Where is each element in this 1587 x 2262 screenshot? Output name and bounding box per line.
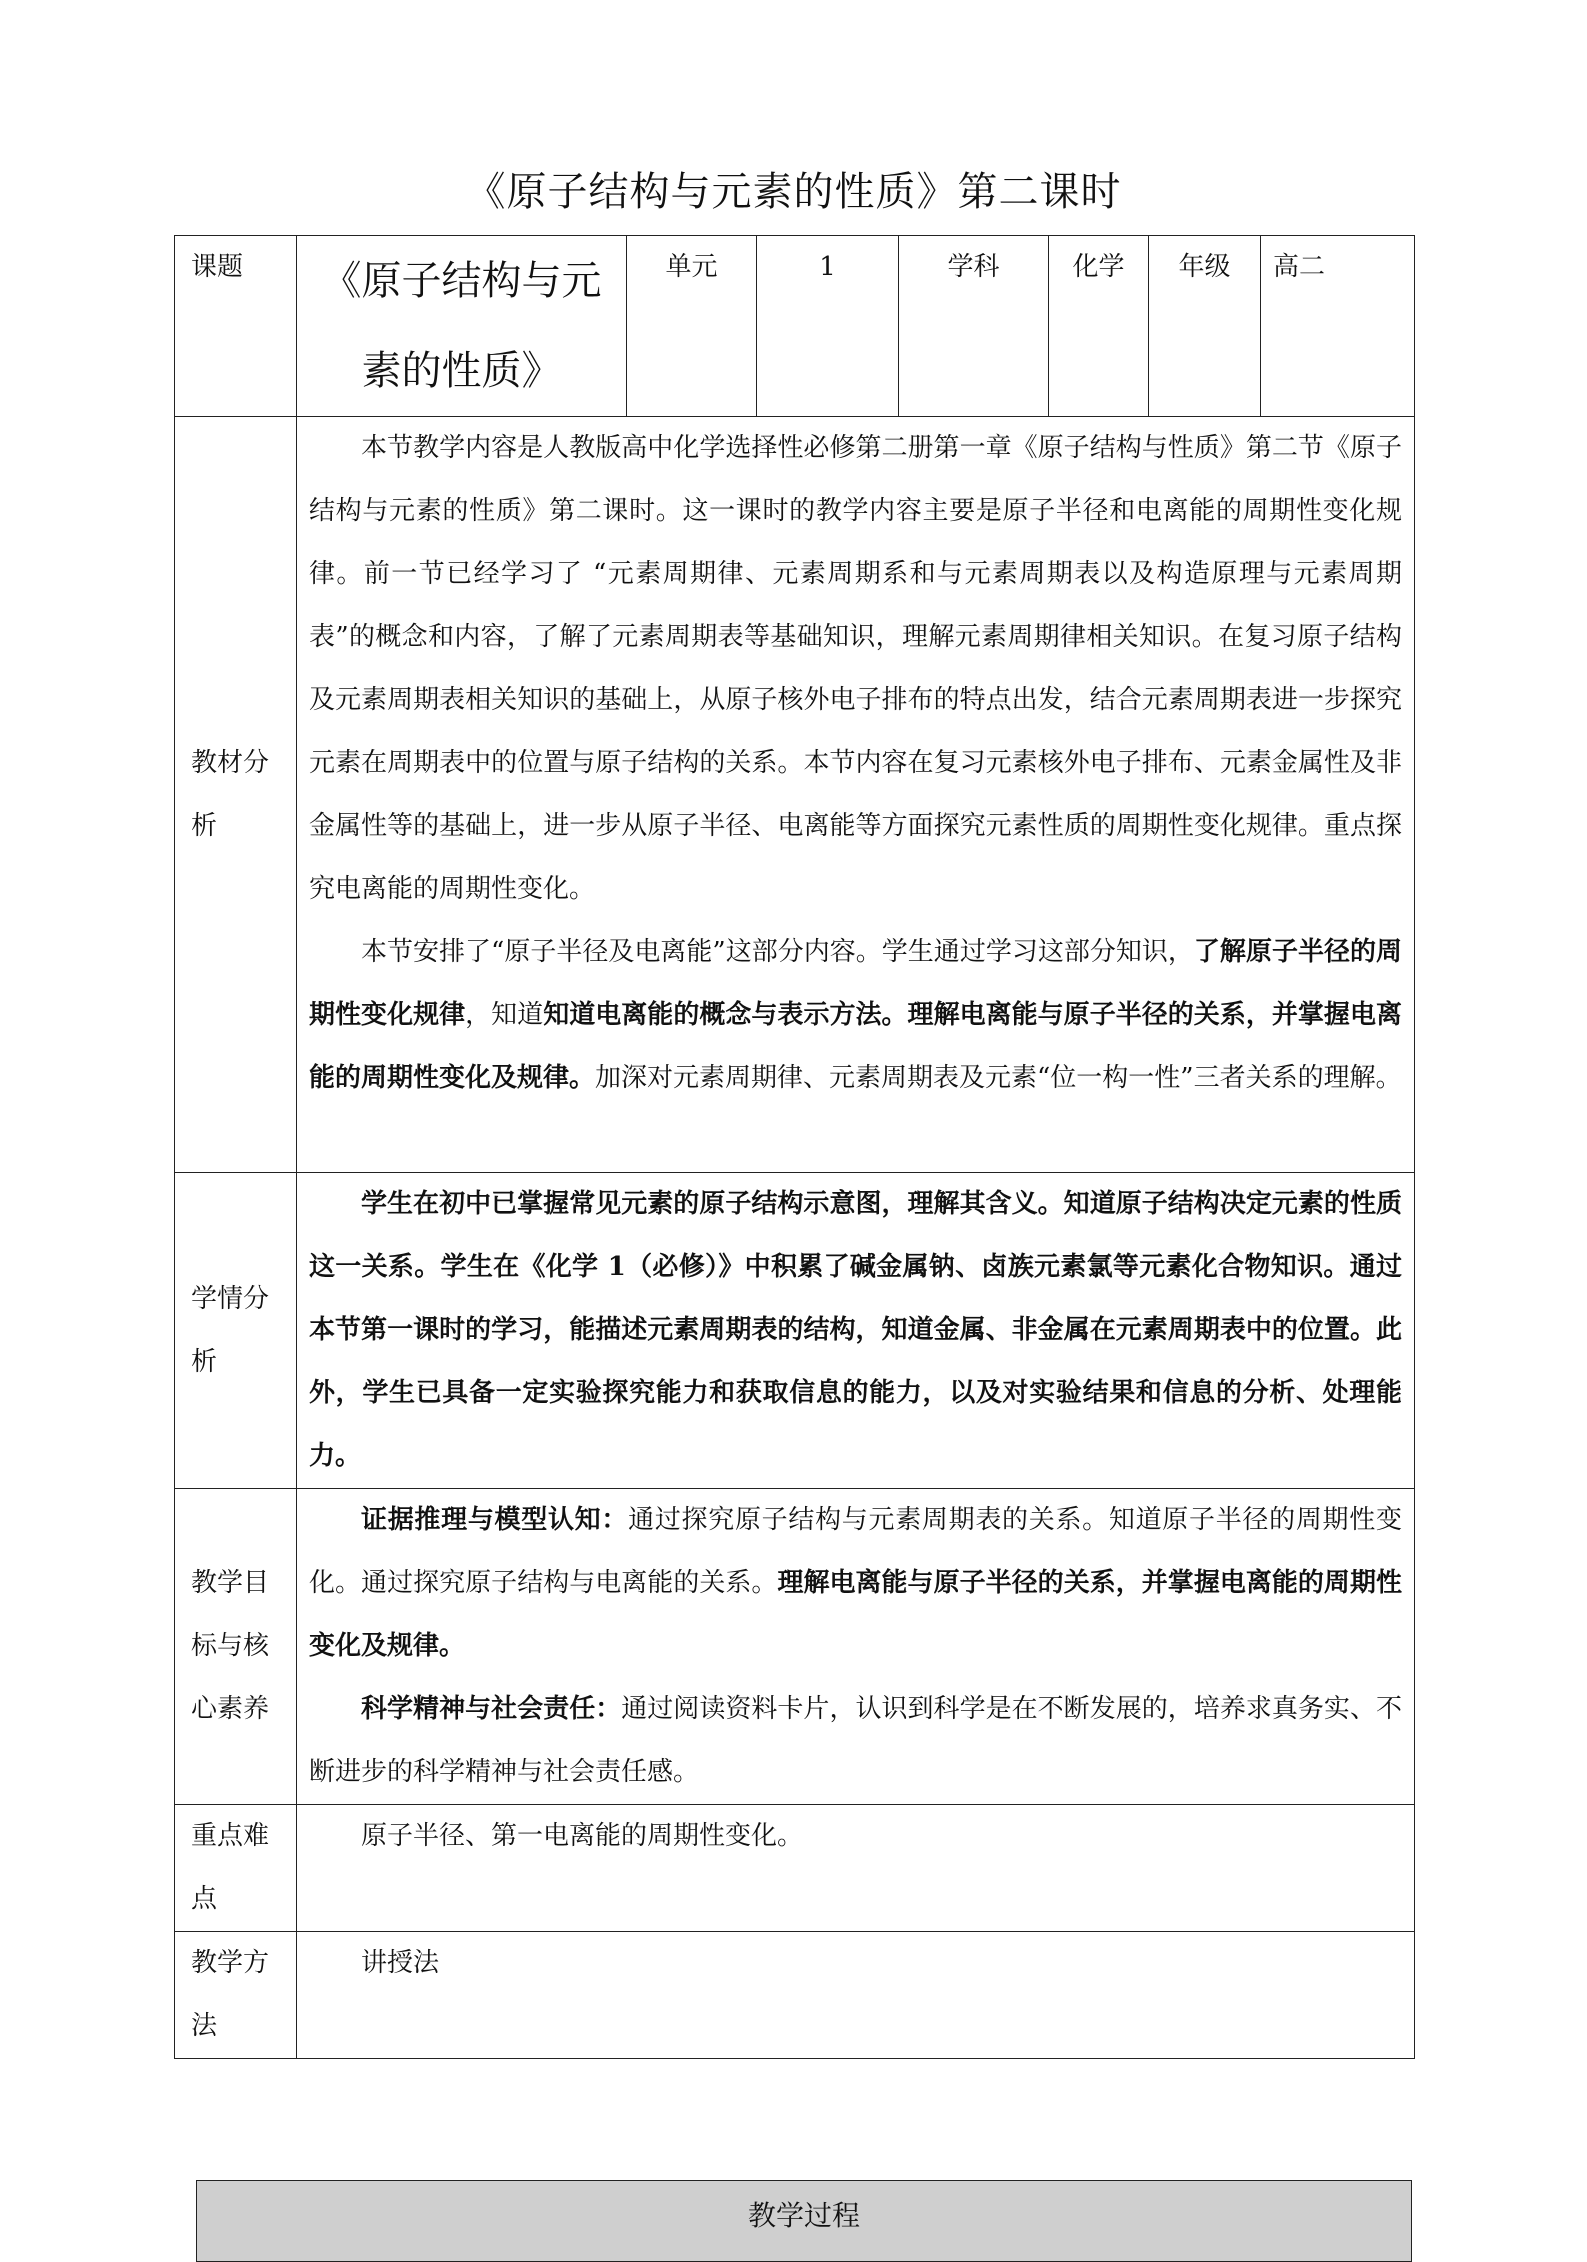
topic-label: 课题 [175,236,297,417]
method-content [297,1932,1415,2059]
students-content [297,1173,1415,1489]
goals-label: 教学目标与核心素养 [175,1489,297,1805]
students-label: 学情分析 [175,1173,297,1489]
method-row [175,1932,1415,2059]
material-content [297,417,1415,1173]
subject-label: 学科 [899,236,1049,417]
method-label: 教学方法 [175,1932,297,2059]
material-paragraph-1: 本节教学内容是人教版高中化学选择性必修第二册第一章《原子结构与性质》第二节《原子结构与元素的性质》第二课时。这一课时的教学内容主要是原子半径和电离能的周期性变化规律。前一节已经学习了 “元素周期律、元素周期系和与元素周期表以及构造原理与元素周期表”的概念和内容，了解了元素周期表等基础知识，理解元素周期律相关知识。在复习原子结构及元素周期表相关知识的基础上，从原子核外电子排布的特点出发，结合元素周期表进一步探究元素在周期表中的位置与原子结构的关系。本节内容在复习元素核外电子排布、元素金属性及非金属性等的基础上，进一步从原子半径、电离能等方面探究元素性质的周期性变化规律。重点探究电离能的周期性变化。 [309,433,1402,904]
keypoints-text: 原子半径、第一电离能的周期性变化。 [361,1821,804,1851]
material-paragraph-2: 本节安排了“原子半径及电离能”这部分内容。学生通过学习这部分知识，了解原子半径的周期性变化规律，知道知道电离能的概念与表示方法。理解电离能与原子半径的关系，并掌握电离能的周期性变化及规律。加深对元素周期律、元素周期表及元素“位一构一性”三者关系的理解。 [309,937,1402,1093]
keypoints-label: 重点难点 [175,1805,297,1932]
header-row [175,236,1415,417]
grade-value: 高二 [1261,236,1415,417]
topic-value: 《原子结构与元素的性质》 [297,236,627,417]
teaching-process-header: 教学过程 [196,2180,1412,2262]
unit-value: 1 [757,236,899,417]
goals-content [297,1489,1415,1805]
students-row [175,1173,1415,1489]
lesson-plan-table [174,235,1415,2059]
grade-label: 年级 [1149,236,1261,417]
material-label: 教材分析 [175,417,297,1173]
goals-paragraph-2: 科学精神与社会责任：通过阅读资料卡片，认识到科学是在不断发展的，培养求真务实、不断进步的科学精神与社会责任感。 [309,1694,1402,1787]
method-text: 讲授法 [361,1948,440,1978]
material-row [175,417,1415,1173]
goals-row [175,1489,1415,1805]
keypoints-row [175,1805,1415,1932]
keypoints-content [297,1805,1415,1932]
students-paragraph: 学生在初中已掌握常见元素的原子结构示意图，理解其含义。知道原子结构决定元素的性质这一关系。学生在《化学 1（必修）》中积累了碱金属钠、卤族元素氯等元素化合物知识。通过本节第一课时的学习，能描述元素周期表的结构，知道金属、非金属在元素周期表中的位置。此外，学生已具备一定实验探究能力和获取信息的能力，以及对实验结果和信息的分析、处理能力。 [309,1189,1402,1471]
goals-paragraph-1: 证据推理与模型认知：通过探究原子结构与元素周期表的关系。知道原子半径的周期性变化。通过探究原子结构与电离能的关系。理解电离能与原子半径的关系，并掌握电离能的周期性变化及规律。 [309,1505,1402,1661]
subject-value: 化学 [1049,236,1149,417]
document-title: 《原子结构与元素的性质》第二课时 [465,169,1122,215]
unit-label: 单元 [627,236,757,417]
